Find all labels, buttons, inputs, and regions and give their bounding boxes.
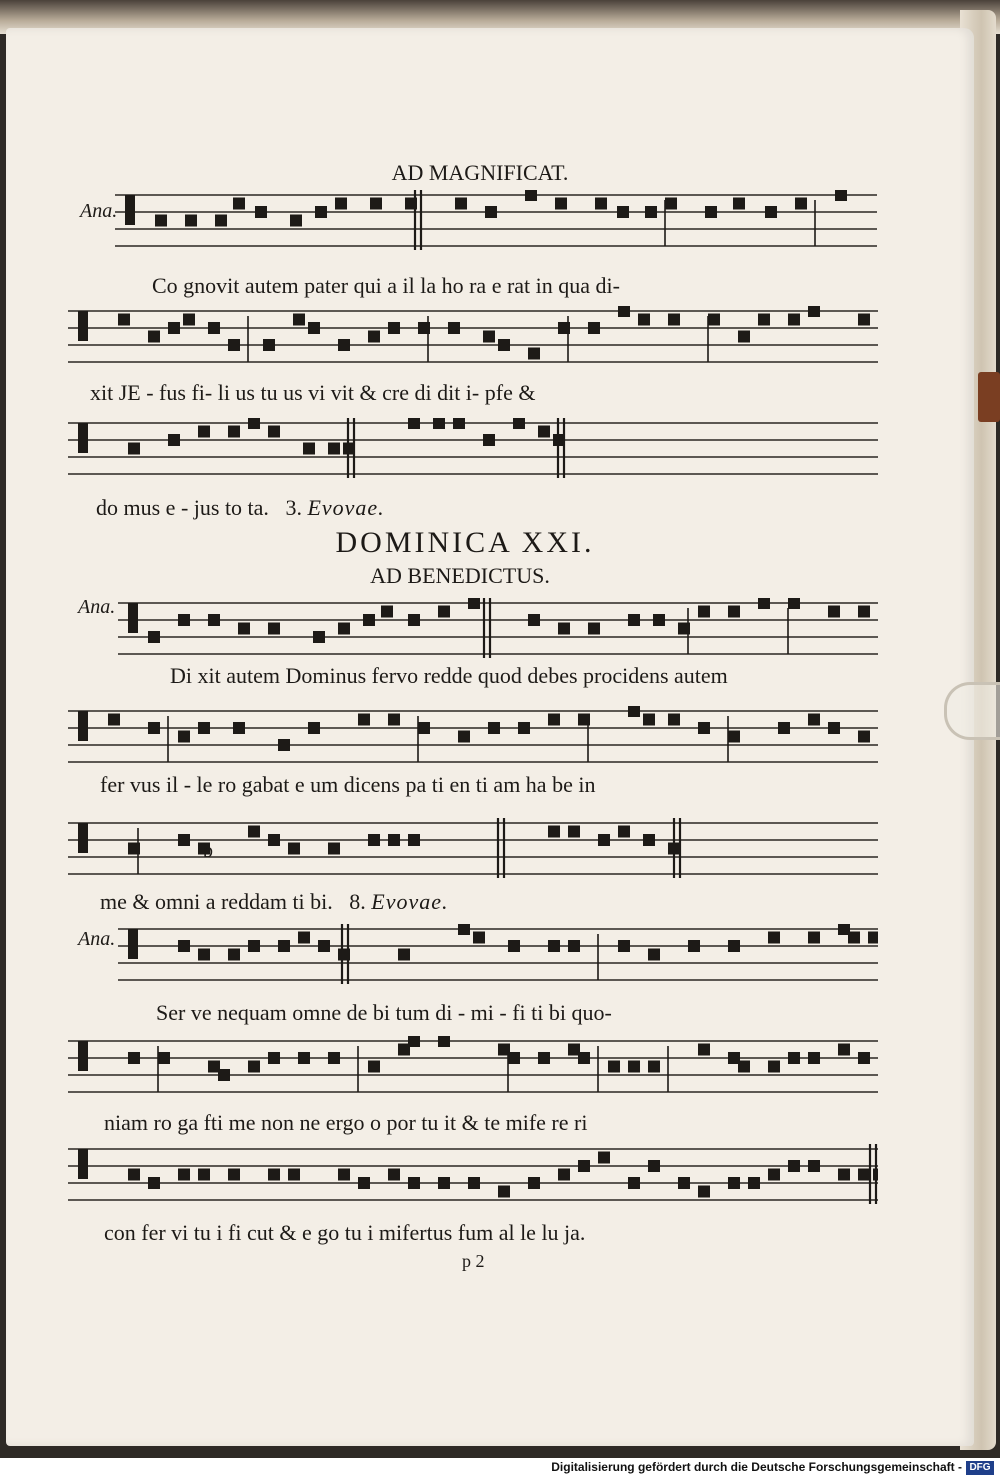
neume-note [290,215,302,227]
neume-note [358,1177,370,1189]
neume-note [293,314,305,326]
neume-note [215,215,227,227]
neume-note [835,190,847,201]
neume-note [405,198,417,210]
neume-note [233,722,245,734]
staff-notation [68,306,878,376]
neume-note [381,606,393,618]
neume-note [483,434,495,446]
neume-note [788,598,800,609]
neume-note [398,949,410,961]
neume-note [278,940,290,952]
neume-note [158,1052,170,1064]
neume-note [668,314,680,326]
neume-note [388,834,400,846]
neume-note [455,198,467,210]
neume-note [598,834,610,846]
neume-note [595,198,607,210]
neume-note [768,932,780,944]
neume-note [308,322,320,334]
neume-note [858,606,870,618]
neume-note [858,1169,870,1181]
music-staff [68,306,878,376]
staff-notation [115,190,877,260]
neume-note [648,1061,660,1073]
neume-note [538,426,550,438]
neume-note [228,339,240,351]
neume-note [338,1169,350,1181]
neume-note [868,932,878,944]
neume-note [648,949,660,961]
staff-notation [118,924,878,994]
lyric-line: xit JE - fus fi- li us tu us vi vit & cre di dit i- pfe & [90,380,536,405]
neume-note [168,322,180,334]
neume-note [368,834,380,846]
clef-mark [78,423,88,453]
neume-note [178,614,190,626]
neume-note [388,322,400,334]
neume-note [808,714,820,726]
neume-note [238,623,250,635]
clef-mark [78,311,88,341]
neume-note [788,1052,800,1064]
neume-note [678,623,690,635]
neume-note [858,731,870,743]
neume-note [298,1052,310,1064]
neume-note [128,443,140,455]
neume-note [728,1177,740,1189]
footer-bar [0,1458,1000,1479]
lyric-line [100,889,449,915]
neume-note [548,940,560,952]
heading-ad-magnificat: AD MAGNIFICAT. [391,160,569,185]
neume-note [643,834,655,846]
neume-note [338,623,350,635]
neume-note [618,826,630,838]
neume-note [665,198,677,210]
neume-note [208,614,220,626]
heading-dominica: DOMINICA XXI. [335,526,595,559]
neume-note [733,198,745,210]
music-staff [68,706,878,776]
lyric-line: Di xit autem Dominus fervo redde quod debes procidens autem [170,663,728,688]
neume-note [178,834,190,846]
neume-note [248,826,260,838]
clef-mark [78,1041,88,1071]
neume-note [578,714,590,726]
neume-note [303,443,315,455]
neume-note [408,418,420,429]
neume-note [808,306,820,317]
neume-note [338,339,350,351]
neume-note [513,418,525,429]
neume-note [148,631,160,643]
neume-note [198,1169,210,1181]
neume-note [108,714,120,726]
lyric-text: me & omni a reddam ti bi. [100,889,333,914]
neume-note [698,722,710,734]
antiphon-marker: Ana. [78,928,116,950]
lyric-line: niam ro ga fti me non ne ergo o por tu it & te mife re ri [104,1110,588,1135]
neume-note [473,932,485,944]
neume-note [525,190,537,201]
staff-notation [68,1036,878,1106]
neume-note [418,722,430,734]
neume-note [288,843,300,855]
neume-note [708,314,720,326]
clef-mark [128,603,138,633]
neume-note [278,739,290,751]
staff-notation [68,818,878,888]
neume-note [298,932,310,944]
neume-note [548,714,560,726]
neume-note [288,1169,300,1181]
neume-note [628,1177,640,1189]
clef-mark [125,195,135,225]
neume-note [728,940,740,952]
neume-note [848,932,860,944]
neume-note [578,1052,590,1064]
neume-note [858,1052,870,1064]
neume-note [358,714,370,726]
neume-note [748,1177,760,1189]
music-staff [68,1144,878,1214]
neume-note [728,731,740,743]
paper-clip [944,682,1000,740]
neume-note [758,598,770,609]
neume-note [408,834,420,846]
neume-note [438,1177,450,1189]
lyric-text: do mus e - jus to ta. [96,495,269,520]
neume-note [148,1177,160,1189]
neume-note [808,1160,820,1172]
lyric-line: Co gnovit autem pater qui a il la ho ra e rat in qua di- [152,273,620,298]
neume-note [488,722,500,734]
lyric-line [96,495,385,521]
neume-note [368,331,380,343]
neume-note [788,314,800,326]
neume-note [795,198,807,210]
neume-note [155,215,167,227]
neume-note [628,706,640,717]
neume-note [268,426,280,438]
neume-note [788,1160,800,1172]
neume-note [318,940,330,952]
neume-note [458,731,470,743]
lyric-line: Ser ve nequam omne de bi tum di - mi - fi ti bi quo- [156,1000,612,1025]
staff-notation [68,1144,878,1214]
neume-note [555,198,567,210]
neume-note [408,614,420,626]
neume-note [433,418,445,429]
neume-note [498,1186,510,1198]
neume-note [808,1052,820,1064]
neume-note [643,714,655,726]
neume-note [588,623,600,635]
neume-note [588,322,600,334]
neume-note [248,940,260,952]
neume-note [408,1036,420,1047]
neume-note [508,1052,520,1064]
neume-note [268,1169,280,1181]
neume-note [363,614,375,626]
neume-note [198,949,210,961]
euouae-label: Evovae. [371,889,449,914]
neume-note [335,198,347,210]
neume-note [263,339,275,351]
neume-note [765,206,777,218]
neume-note [218,1069,230,1081]
neume-note [618,306,630,317]
neume-note [313,631,325,643]
neume-note [568,940,580,952]
staff-notation [68,706,878,776]
neume-note [528,348,540,360]
neume-note [388,1169,400,1181]
neume-note [178,1169,190,1181]
neume-note [178,940,190,952]
neume-note [453,418,465,429]
neume-note [328,843,340,855]
neume-note [168,434,180,446]
neume-note [688,940,700,952]
neume-note [568,826,580,838]
neume-note [553,434,565,446]
neume-note [578,1160,590,1172]
neume-note [328,1052,340,1064]
neume-note [558,322,570,334]
neume-note [738,331,750,343]
neume-note [548,826,560,838]
neume-note [418,322,430,334]
neume-note [438,1036,450,1047]
neume-note [758,314,770,326]
music-staff [115,190,877,260]
neume-note [498,339,510,351]
neume-note [148,722,160,734]
neume-note [528,1177,540,1189]
neume-note [828,606,840,618]
neume-note [528,614,540,626]
neume-note [653,614,665,626]
heading-ad-benedictus: AD BENEDICTUS. [370,563,550,588]
neume-note [183,314,195,326]
clef-mark [78,823,88,853]
staff-notation [68,418,878,488]
neume-note [768,1169,780,1181]
neume-note [458,924,470,935]
neume-note [198,722,210,734]
neume-note [148,331,160,343]
neume-note [778,722,790,734]
music-staff [118,924,878,994]
neume-note [128,843,140,855]
neume-note [388,714,400,726]
neume-note [483,331,495,343]
neume-note [408,1177,420,1189]
neume-note [233,198,245,210]
mode-number: 8. [349,889,366,914]
neume-note [698,1044,710,1056]
music-staff [68,1036,878,1106]
neume-note [508,940,520,952]
neume-note [768,1061,780,1073]
neume-note [858,314,870,326]
footer-text: Digitalisierung gefördert durch die Deutsche Forschungsgemeinschaft - [551,1460,962,1474]
neume-note [728,606,740,618]
neume-note [617,206,629,218]
music-staff [68,418,878,488]
neume-note [558,1169,570,1181]
neume-note [468,1177,480,1189]
neume-note [343,443,355,455]
neume-note [638,314,650,326]
neume-note [698,1186,710,1198]
neume-note [668,843,680,855]
neume-note [185,215,197,227]
clef-mark [78,1149,88,1179]
neume-note [228,426,240,438]
neume-note [228,949,240,961]
neume-note [368,1061,380,1073]
neume-note [128,1169,140,1181]
neume-note [448,322,460,334]
neume-note [315,206,327,218]
neume-note [268,1052,280,1064]
mode-number: 3. [285,495,302,520]
neume-note [268,834,280,846]
neume-note [370,198,382,210]
neume-note [873,1169,878,1181]
neume-note [248,418,260,429]
lyric-line: con fer vi tu i fi cut & e go tu i mifertus fum al le lu ja. [104,1220,586,1245]
neume-note [468,598,480,609]
neume-note [598,1152,610,1164]
neume-note [628,1061,640,1073]
neume-note [648,1160,660,1172]
flat-sign: b [203,840,213,862]
neume-note [618,940,630,952]
music-staff [68,818,878,888]
neume-note [705,206,717,218]
neume-note [698,606,710,618]
neume-note [438,606,450,618]
neume-note [248,1061,260,1073]
antiphon-marker: Ana. [80,200,118,222]
neume-note [268,623,280,635]
neume-note [485,206,497,218]
neume-note [738,1061,750,1073]
bookmark-ribbon [978,372,1000,422]
neume-note [538,1052,550,1064]
neume-note [608,1061,620,1073]
neume-note [828,722,840,734]
neume-note [308,722,320,734]
clef-mark [128,929,138,959]
antiphon-marker: Ana. [78,596,116,618]
clef-mark [78,711,88,741]
signature-mark: p 2 [462,1251,485,1271]
music-staff [118,598,878,668]
neume-note [808,932,820,944]
neume-note [558,623,570,635]
neume-note [338,949,350,961]
neume-note [838,1044,850,1056]
neume-note [118,314,130,326]
neume-note [198,426,210,438]
neume-note [255,206,267,218]
neume-note [128,1052,140,1064]
neume-note [668,714,680,726]
neume-note [178,731,190,743]
euouae-label: Evovae. [307,495,385,520]
neume-note [208,322,220,334]
neume-note [678,1177,690,1189]
neume-note [328,443,340,455]
neume-note [628,614,640,626]
neume-note [645,206,657,218]
neume-note [518,722,530,734]
neume-note [228,1169,240,1181]
lyric-line: fer vus il - le ro gabat e um dicens pa ti en ti am ha be in [100,772,596,797]
staff-notation [118,598,878,668]
neume-note [838,1169,850,1181]
dfg-logo: DFG [966,1461,994,1475]
